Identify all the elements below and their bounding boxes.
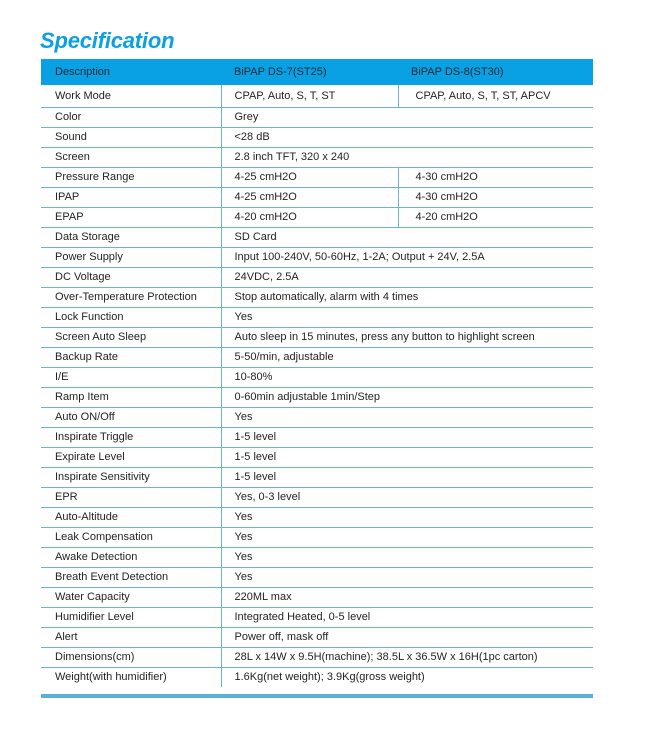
spec-label: Humidifier Level <box>41 608 221 628</box>
table-header-row <box>41 59 593 85</box>
spec-value-shared: <28 dB <box>221 128 593 148</box>
spec-label: EPR <box>41 488 221 508</box>
spec-label: Power Supply <box>41 248 221 268</box>
spec-label: IPAP <box>41 188 221 208</box>
table-row <box>41 548 593 568</box>
table-row <box>41 408 593 428</box>
spec-value-shared: Yes <box>221 528 593 548</box>
spec-value-ds7: 4-25 cmH2O <box>221 188 398 208</box>
table-row <box>41 588 593 608</box>
table-row <box>41 568 593 588</box>
table-row <box>41 428 593 448</box>
spec-label: Leak Compensation <box>41 528 221 548</box>
table-row <box>41 668 593 688</box>
spec-value-shared: Integrated Heated, 0-5 level <box>221 608 593 628</box>
spec-value-shared: Yes <box>221 508 593 528</box>
spec-value-shared: Input 100-240V, 50-60Hz, 1-2A; Output + 24V, 2.5A <box>221 248 593 268</box>
table-row <box>41 448 593 468</box>
table-row <box>41 148 593 168</box>
spec-value-shared: 220ML max <box>221 588 593 608</box>
table-row <box>41 368 593 388</box>
spec-label: Alert <box>41 628 221 648</box>
spec-value-shared: 1-5 level <box>221 428 593 448</box>
spec-label: Auto-Altitude <box>41 508 221 528</box>
table-row <box>41 128 593 148</box>
page-title: Specification <box>40 28 175 53</box>
spec-value-shared: Yes <box>221 548 593 568</box>
spec-label: Dimensions(cm) <box>41 648 221 668</box>
spec-value-ds7: CPAP, Auto, S, T, ST <box>221 85 398 108</box>
table-row <box>41 348 593 368</box>
table-row <box>41 488 593 508</box>
spec-label: Ramp Item <box>41 388 221 408</box>
spec-value-ds8: 4-30 cmH2O <box>398 168 593 188</box>
spec-label: Pressure Range <box>41 168 221 188</box>
spec-value-shared: 1-5 level <box>221 448 593 468</box>
table-row <box>41 628 593 648</box>
header-description: Description <box>41 59 221 85</box>
spec-value-shared: Yes <box>221 308 593 328</box>
spec-value-shared: Yes <box>221 408 593 428</box>
spec-value-ds7: 4-20 cmH2O <box>221 208 398 228</box>
spec-value-shared: Grey <box>221 108 593 128</box>
spec-label: Expirate Level <box>41 448 221 468</box>
spec-value-shared: Stop automatically, alarm with 4 times <box>221 288 593 308</box>
spec-value-ds8: 4-20 cmH2O <box>398 208 593 228</box>
table-row <box>41 108 593 128</box>
table-row <box>41 288 593 308</box>
spec-label: Inspirate Triggle <box>41 428 221 448</box>
spec-label: I/E <box>41 368 221 388</box>
spec-label: Breath Event Detection <box>41 568 221 588</box>
spec-value-shared: 1.6Kg(net weight); 3.9Kg(gross weight) <box>221 668 593 688</box>
table-row <box>41 168 593 188</box>
spec-value-shared: 1-5 level <box>221 468 593 488</box>
spec-label: Weight(with humidifier) <box>41 668 221 688</box>
table-row <box>41 528 593 548</box>
spec-value-shared: SD Card <box>221 228 593 248</box>
spec-value-shared: 0-60min adjustable 1min/Step <box>221 388 593 408</box>
table-row <box>41 248 593 268</box>
header-ds7: BiPAP DS-7(ST25) <box>221 59 398 85</box>
spec-value-shared: 24VDC, 2.5A <box>221 268 593 288</box>
table-row <box>41 648 593 668</box>
spec-label: Inspirate Sensitivity <box>41 468 221 488</box>
spec-label: Water Capacity <box>41 588 221 608</box>
table-row <box>41 508 593 528</box>
header-ds8: BiPAP DS-8(ST30) <box>398 59 593 85</box>
table-row <box>41 228 593 248</box>
spec-label: Backup Rate <box>41 348 221 368</box>
spec-value-shared: 5-50/min, adjustable <box>221 348 593 368</box>
spec-value-shared: 10-80% <box>221 368 593 388</box>
spec-label: Awake Detection <box>41 548 221 568</box>
spec-label: Over-Temperature Protection <box>41 288 221 308</box>
spec-label: DC Voltage <box>41 268 221 288</box>
spec-label: Color <box>41 108 221 128</box>
table-row <box>41 328 593 348</box>
spec-value-shared: Auto sleep in 15 minutes, press any button to highlight screen <box>221 328 593 348</box>
table-row <box>41 468 593 488</box>
table-row <box>41 268 593 288</box>
spec-value-shared: Yes, 0-3 level <box>221 488 593 508</box>
spec-label: Lock Function <box>41 308 221 328</box>
table-row <box>41 208 593 228</box>
spec-label: Data Storage <box>41 228 221 248</box>
spec-label: Work Mode <box>55 89 112 102</box>
spec-label: Screen <box>41 148 221 168</box>
table-row <box>41 608 593 628</box>
spec-value-ds7: 4-25 cmH2O <box>221 168 398 188</box>
spec-label: Sound <box>41 128 221 148</box>
spec-value-shared: Yes <box>221 568 593 588</box>
specification-table <box>41 59 593 687</box>
spec-value-shared: 2.8 inch TFT, 320 x 240 <box>221 148 593 168</box>
spec-label: Auto ON/Off <box>41 408 221 428</box>
table-row <box>41 188 593 208</box>
spec-value-ds8: CPAP, Auto, S, T, ST, APCV <box>398 85 593 108</box>
spec-value-shared: Power off, mask off <box>221 628 593 648</box>
spec-value-shared: 28L x 14W x 9.5H(machine); 38.5L x 36.5W x 16H(1pc carton) <box>221 648 593 668</box>
table-row <box>41 388 593 408</box>
table-row <box>41 308 593 328</box>
table-bottom-rule <box>41 694 593 698</box>
spec-value-ds8: 4-30 cmH2O <box>398 188 593 208</box>
spec-label: EPAP <box>41 208 221 228</box>
table-row <box>41 85 593 108</box>
spec-label: Screen Auto Sleep <box>41 328 221 348</box>
